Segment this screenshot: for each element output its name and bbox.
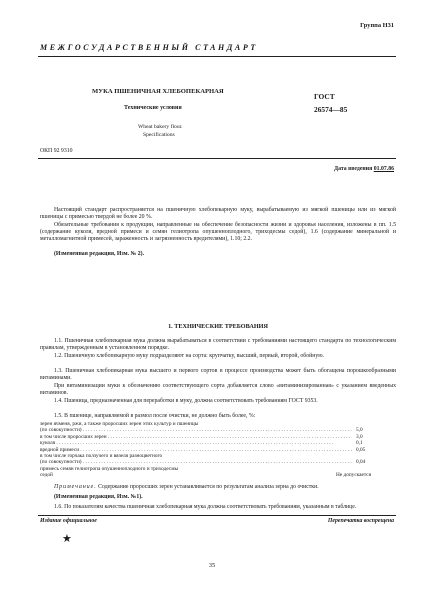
list-item: в том числе горчака ползучего и вязеля разноцветного — [40, 453, 163, 460]
intro-paragraph-requirements: Обязательные требования к продукции, направленные на обеспечение безопасности жизни и здоровья населения, изложены в пп. 1.5 (содержание куколя, вредной примеси и семян гелиотропа опушенноплодного, триходесмы седой), 1.6 (содержание минеральной и металломагнитной примесей, зараженность и загрязненность вредителями), 1.10; 2.2. — [40, 222, 396, 243]
official-edition-label: Издание официальное — [40, 518, 97, 524]
list-item: (по совокупности) . . . 0,04 — [40, 459, 396, 465]
star-icon: ★ — [62, 533, 72, 545]
clause-1-1: 1.1. Пшеничная хлебопекарная мука должна вырабатываться в соответствии с требованиями настоящего стандарта по технологическим правилам, утвержденным в установленном порядке. — [40, 338, 396, 352]
gost-label: ГОСТ — [314, 92, 335, 101]
list-item: седой Не допускается — [40, 472, 372, 479]
clause-1-4: 1.4. Пшеница, предназначенная для переработки в муку, должна соответствовать требованиям ГОСТ 9353. — [54, 398, 318, 404]
english-title: Wheat bakery flour. — [138, 124, 183, 130]
clause-1-3: 1.3. Пшеничная хлебопекарная мука высшего и первого сортов в процессе производства может быть обогащена порошкообразными витаминами. — [40, 368, 396, 382]
note-label: Примечание. — [54, 484, 97, 490]
english-subtitle: Specifications — [143, 132, 175, 138]
footer-divider — [38, 515, 396, 516]
list-item: в том числе проросших зерен . . . 3,0 — [40, 434, 396, 440]
header-divider — [38, 56, 396, 57]
state-standard-heading: МЕЖГОСУДАРСТВЕННЫЙ СТАНДАРТ — [40, 43, 258, 52]
reprint-prohibited-label: Перепечатка воспрещена — [327, 518, 394, 524]
intro-paragraph-scope: Настоящий стандарт распространяется на пшеничную хлебопекарную муку, вырабатываемую из мягкой пшеницы или из мягкой пшеницы с примесью твердой не более 20 %. — [40, 207, 396, 221]
clause-1-2: 1.2. Пшеничную хлебопекарную муку подразделяют на сорта: крупчатку, высший, первый, второй, обойную. — [54, 353, 325, 359]
note-text: Содержание проросших зерен устанавливается по результатам анализа зерна до очистки. — [98, 484, 319, 490]
introduction-date-label: Дата введения — [334, 166, 373, 172]
introduction-date — [334, 166, 394, 172]
clause-1-5: 1.5. В пшенице, направляемой в размол после очистки, не должно быть более, %: — [54, 413, 256, 419]
section-title: 1. ТЕХНИЧЕСКИЕ ТРЕБОВАНИЯ — [168, 323, 268, 330]
okp-divider — [38, 158, 396, 159]
impurity-list — [40, 421, 396, 479]
list-item: зерен ячменя, ржи, а также проросших зерен этих культур и пшеницы — [40, 421, 199, 427]
clause-1-3-vitamins: При витаминизации муки к обозначению соответствующего сорта добавляется слово «витаминизированная» с указанием введенных витаминов. — [40, 383, 396, 397]
intro-change-note: (Измененная редакция, Изм. № 2). — [54, 251, 145, 257]
list-item: вредной примеси . . . 0,05 — [40, 447, 396, 453]
group-code: Группа Н31 — [360, 22, 394, 29]
clause-1-6: 1.6. По показателям качества пшеничная хлебопекарная мука должна соответствовать требованиям, указанным в таблице. — [54, 504, 357, 510]
introduction-date-value: 01.07.86 — [373, 166, 394, 172]
okp-code: ОКП 92 9310 — [40, 148, 73, 154]
document-subtitle: Технические условия — [124, 105, 182, 111]
list-item: (по совокупности) . . . 5,0 — [40, 427, 396, 433]
list-item: куколя . . . 0,1 — [40, 440, 396, 446]
note-paragraph — [40, 484, 396, 491]
change-note-1: (Измененная редакция, Изм. №1). — [54, 494, 143, 500]
document-title: МУКА ПШЕНИЧНАЯ ХЛЕБОПЕКАРНАЯ — [92, 88, 224, 95]
list-item: примесь семян гелиотропа опушенноплодного и триходесмы — [40, 465, 179, 472]
gost-number: 26574—85 — [314, 105, 348, 114]
page-number: 35 — [208, 562, 216, 569]
